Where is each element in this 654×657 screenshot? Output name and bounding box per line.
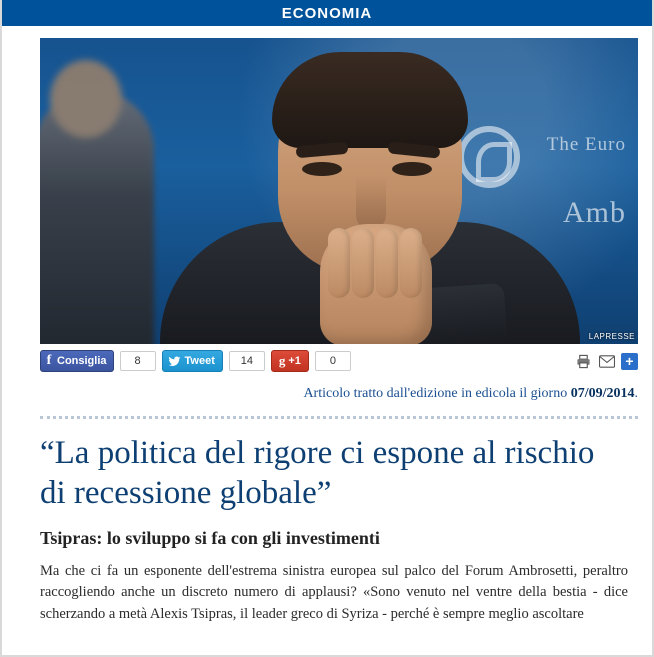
facebook-like-button[interactable] — [40, 350, 114, 372]
twitter-tweet-button[interactable] — [162, 350, 223, 372]
printer-glyph — [576, 354, 591, 369]
subject-finger — [400, 228, 422, 298]
photo-background — [40, 38, 638, 344]
subject-finger — [352, 228, 374, 298]
facebook-label: Consiglia — [57, 355, 107, 367]
google-plus-icon: g — [278, 353, 286, 368]
google-label: +1 — [288, 355, 301, 367]
article-hero-photo — [40, 38, 638, 344]
twitter-label: Tweet — [184, 355, 215, 367]
mail-icon[interactable] — [598, 353, 615, 370]
print-icon[interactable] — [575, 353, 592, 370]
section-label: ECONOMIA — [281, 4, 373, 22]
facebook-count: 8 — [120, 351, 156, 371]
facebook-icon: f — [46, 353, 52, 368]
subject-eye-right — [392, 162, 432, 176]
watermark-text-bottom: Amb — [563, 196, 626, 229]
google-plus-one-button[interactable] — [271, 350, 309, 372]
background-person — [40, 90, 154, 344]
page-title: “La politica del rigore ci espone al rischio di recessione globale” — [40, 435, 595, 512]
photo-credit: LAPRESSE — [588, 332, 635, 341]
subject-hair — [272, 52, 468, 148]
edition-date: 07/09/2014 — [570, 386, 635, 401]
watermark-text-top: The Euro — [546, 134, 626, 155]
article-subheading: Tsipras: lo sviluppo si fa con gli investimenti — [40, 527, 380, 548]
article-body-paragraph: Ma che ci fa un esponente dell'estrema sinistra europea sul palco del Forum Ambrosetti, peraltro raccogliendo anche un discreto numero di applausi? «Sono venuto nel ventre della bestia - dice scherzando a metà Alexis Tsipras, il leader greco di Syriza - perché è sempre meglio ascoltare — [40, 562, 628, 622]
twitter-count: 14 — [229, 351, 265, 371]
edition-note — [40, 386, 638, 402]
edition-suffix: . — [634, 386, 638, 401]
edition-text: Articolo tratto dall'edizione in edicola il giorno — [303, 386, 571, 401]
subject-finger — [328, 228, 350, 298]
section-header-bar — [2, 0, 652, 26]
subject-finger — [376, 228, 398, 298]
twitter-bird-icon — [168, 355, 181, 368]
envelope-glyph — [599, 355, 615, 368]
subject-eye-left — [302, 162, 342, 176]
share-plus-icon[interactable]: + — [621, 353, 638, 370]
google-count: 0 — [315, 351, 351, 371]
subject-nose — [356, 176, 386, 230]
photo-subject — [160, 52, 580, 344]
social-share-bar — [40, 350, 638, 372]
dotted-divider — [40, 416, 638, 419]
